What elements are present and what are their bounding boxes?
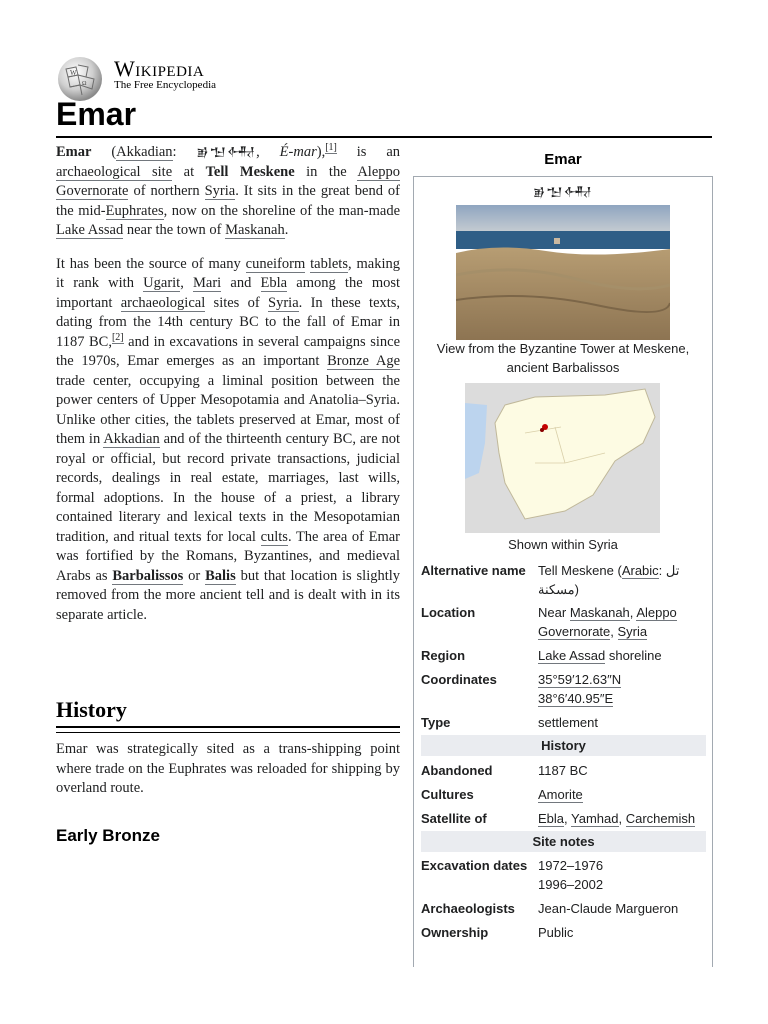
row-abandoned: Abandoned 1187 BC — [421, 763, 588, 778]
early-bronze-heading: Early Bronze — [56, 826, 160, 845]
row-cultures: Cultures Amorite — [421, 787, 583, 802]
archaeological-link[interactable]: archaeological — [120, 294, 206, 311]
barbalissos-link[interactable]: Barbalissos — [112, 567, 184, 584]
coordinates-lon-link[interactable]: 38°6′40.95″E — [538, 691, 614, 706]
history-section-header: History — [421, 735, 706, 756]
svg-text:Ω: Ω — [82, 81, 87, 87]
row-location: Location Near Maskanah, Aleppo Governorate, Syria — [421, 605, 677, 639]
wikipedia-tagline: The Free Encyclopedia — [114, 79, 217, 91]
syria-locator-map[interactable] — [465, 383, 660, 533]
euphrates-link[interactable]: Euphrates — [105, 202, 164, 219]
arabic-link[interactable]: Arabic — [621, 563, 659, 578]
infobox — [413, 176, 713, 967]
tell-meskene-text: Tell Meskene — [205, 163, 295, 180]
row-type: Type settlement — [421, 715, 598, 730]
site-notes-header: Site notes — [421, 831, 706, 852]
akkadian-link[interactable]: Akkadian — [116, 144, 173, 160]
coordinates-lat-link[interactable]: 35°59′12.63″N — [538, 672, 622, 687]
intro-paragraph: Emar (Akkadian: 𒂊𒈠𒅈, É-mar),[1] is an archaeological site at Tell Meskene in the Aleppo Governorate of northern Syria. It sits in the great bend of the mid-Euphrates, now on the shoreline of the man-made Lake Assad near the town of Maskanah. — [56, 142, 401, 238]
ugarit-link[interactable]: Ugarit — [143, 275, 181, 291]
history-paragraph: Emar was strategically sited as a trans-shipping point where trade on the Euphrates was reloaded for shipping by overland route. — [56, 741, 400, 796]
syria-link-2[interactable]: Syria — [268, 294, 299, 311]
row-satellite-of: Satellite of Ebla, Yamhad, Carchemish — [421, 811, 696, 826]
row-coordinates: Coordinates 35°59′12.63″N 38°6′40.95″E — [421, 672, 622, 706]
syria-link[interactable]: Syria — [204, 183, 236, 199]
history-section — [56, 740, 400, 813]
balis-link[interactable]: Balis — [205, 567, 236, 584]
infobox-aleppo-link[interactable]: Aleppo Governorate — [538, 605, 677, 639]
cults-link[interactable]: cults — [260, 528, 288, 545]
row-alternative-name: Alternative name Tell Meskene (Arabic: تل مسكنة) — [421, 563, 680, 597]
history-heading: History — [56, 697, 127, 722]
page-title: Emar — [56, 96, 137, 132]
second-paragraph: It has been the source of many cuneiform tablets, making it rank with Ugarit, Mari and Ebla among the most important archaeological sites of Syria. In these texts, dating from the 14th century BC to the fall of Emar in 1187 BC,[2] and in excavations in several campaigns since the 1970s, Emar emerges as an important Bronze Age trade center, occupying a liminal position between the power centers of Upper Mesopotamia and Anatolia–Syria. Unlike other cities, the tablets preserved at Emar, most of them in Akkadian and of the thirteenth century BC, are not royal or official, but record private transactions, judicial records, dealings in real estate, marriages, last wills, formal adoptions. In the house of a priest, a library contained literary and lexical texts in the Mesopotamian tradition, and ritual texts for local cults. The area of Emar was fortified by the Romans, Byzantines, and medieval Arabs as Barbalissos or Balis but that location is slightly removed from the more ancient tell and is dealt with in its separate article. — [56, 255, 401, 623]
cuneiform-link[interactable]: cuneiform — [245, 255, 306, 272]
akkadian-link-2[interactable]: Akkadian — [103, 431, 160, 447]
intro-term: Emar — [56, 144, 92, 160]
infobox-ebla-link[interactable]: Ebla — [538, 811, 565, 826]
row-excavation-dates: Excavation dates 1972–1976 1996–2002 — [421, 858, 604, 892]
ref-1-link[interactable]: [1] — [325, 142, 337, 154]
ebla-link[interactable]: Ebla — [260, 275, 288, 291]
infobox-cuneiform: 𒂊𒈠𒅈 — [533, 185, 593, 199]
infobox-lake-assad-link[interactable]: Lake Assad — [538, 648, 606, 663]
wikipedia-wordmark[interactable]: Wikipedia — [114, 56, 205, 81]
carchemish-link[interactable]: Carchemish — [625, 811, 696, 826]
svg-text:W: W — [70, 69, 77, 77]
cuneiform-text: 𒂊𒈠𒅈 — [196, 145, 257, 159]
infobox-caption: Emar — [544, 151, 582, 168]
title-divider — [56, 136, 712, 138]
row-archaeologists: Archaeologists Jean-Claude Margueron — [421, 901, 679, 916]
lake-assad-link[interactable]: Lake Assad — [56, 222, 124, 238]
tablets-link[interactable]: tablets — [310, 255, 348, 272]
infobox-syria-link[interactable]: Syria — [617, 624, 648, 639]
row-ownership: Ownership Public — [421, 925, 574, 940]
map-caption: Shown within Syria — [508, 537, 618, 552]
row-region: Region Lake Assad shoreline — [421, 648, 662, 663]
yamhad-link[interactable]: Yamhad — [571, 811, 619, 826]
meskene-photo[interactable] — [456, 205, 670, 340]
archaeological-site-link[interactable]: archaeological site — [56, 163, 173, 180]
transliteration: É-mar — [279, 144, 317, 160]
amorite-link[interactable]: Amorite — [538, 787, 583, 802]
photo-caption: View from the Byzantine Tower at Meskene, ancient Barbalissos — [436, 341, 690, 375]
infobox-maskanah-link[interactable]: Maskanah — [569, 605, 630, 620]
maskanah-link[interactable]: Maskanah — [225, 222, 285, 238]
bronze-age-link[interactable]: Bronze Age — [327, 353, 401, 369]
ref-2-link[interactable]: [2] — [111, 331, 124, 343]
article-body — [56, 143, 400, 639]
aleppo-governorate-link[interactable]: Aleppo Governorate — [56, 163, 401, 199]
history-divider — [56, 726, 400, 733]
mari-link[interactable]: Mari — [193, 275, 222, 291]
